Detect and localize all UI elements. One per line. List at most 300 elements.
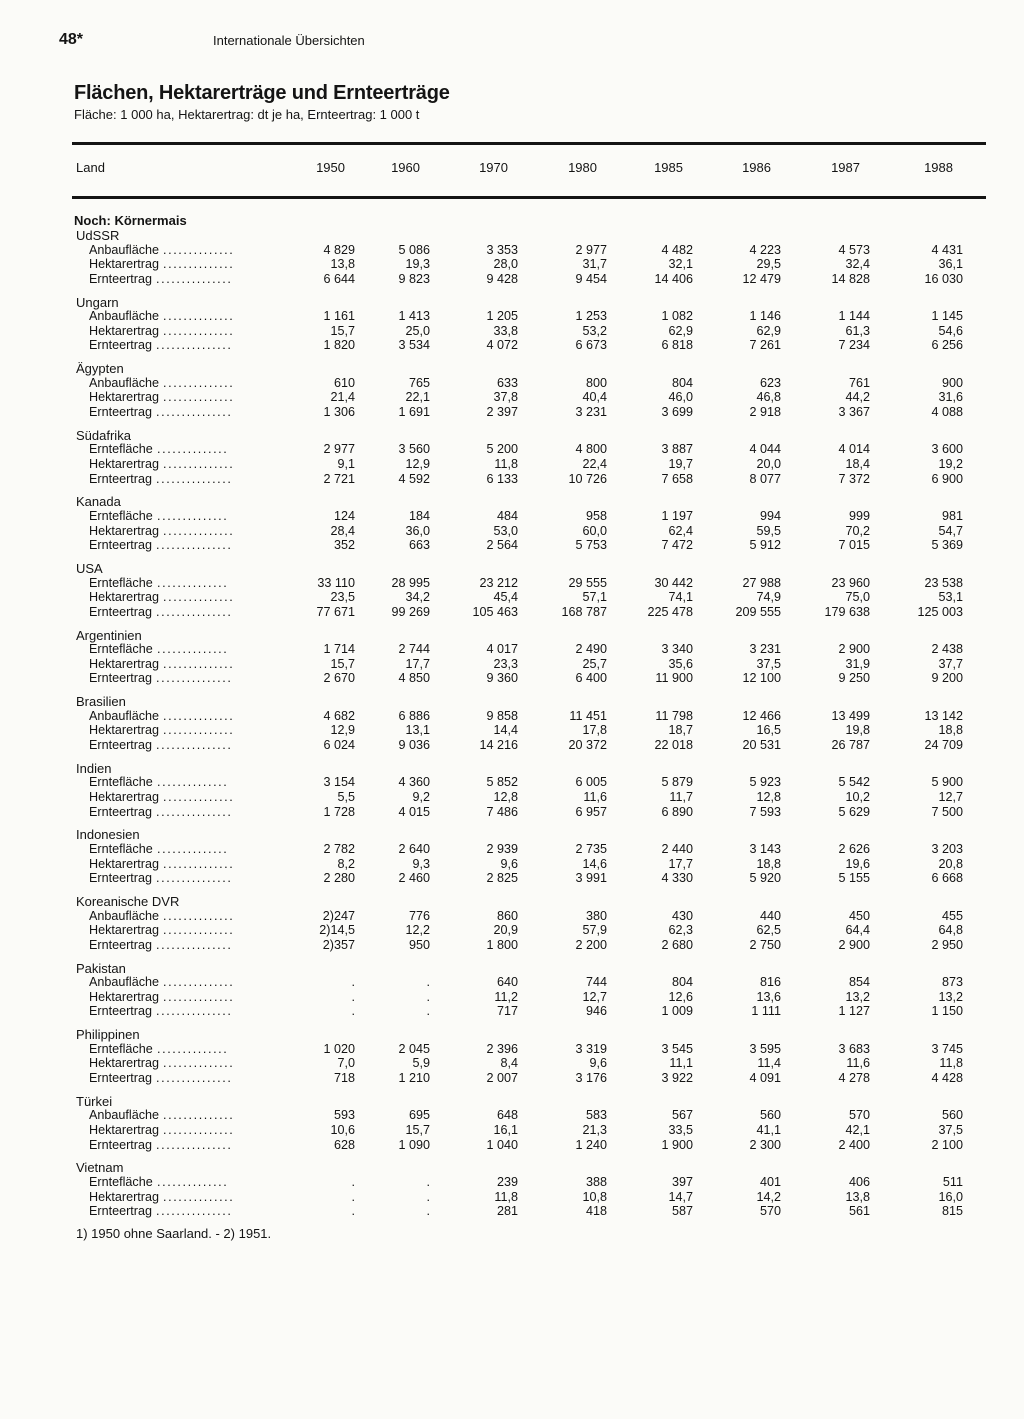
table-row: [0, 590, 1024, 604]
table-cell: 34,2: [405, 590, 430, 605]
table-row: [0, 657, 1024, 671]
country-name: Kanada: [76, 494, 121, 510]
table-cell: 6 400: [575, 671, 607, 686]
table-cell: 3 231: [749, 642, 781, 657]
header-year: 1987: [831, 160, 860, 175]
table-cell: 46,8: [756, 390, 781, 405]
table-cell: 12 479: [742, 271, 781, 286]
table-row: [0, 1123, 1024, 1137]
table-cell: 3 176: [575, 1071, 607, 1085]
table-cell: 37,8: [493, 390, 518, 405]
table-cell: 45,4: [493, 590, 518, 605]
table-cell: 4 428: [931, 1071, 963, 1085]
leader-dots: ..............: [163, 323, 235, 338]
table-cell: 6 900: [931, 471, 963, 486]
table-cell: 32,4: [845, 257, 870, 272]
table-cell: .: [351, 1189, 355, 1204]
leader-dots: ...............: [156, 1137, 233, 1152]
table-cell: 281: [496, 1204, 518, 1219]
table-cell: .: [351, 1204, 355, 1219]
table-cell: 9,3: [412, 856, 430, 871]
country-name: Indien: [76, 760, 112, 776]
table-cell: 2 825: [486, 871, 518, 886]
table-cell: 18,8: [938, 723, 963, 738]
table-cell: 1 144: [838, 309, 870, 324]
row-label: Ernteertrag: [89, 804, 152, 819]
table-cell: 6 668: [931, 871, 963, 886]
header-year: 1960: [391, 160, 420, 175]
table-cell: 583: [585, 1108, 607, 1123]
table-row: [0, 309, 1024, 323]
table-cell: 29 555: [568, 575, 607, 590]
table-row: [0, 538, 1024, 552]
table-cell: 7,0: [337, 1056, 355, 1071]
table-cell: 5,9: [412, 1056, 430, 1071]
table-cell: 12 100: [742, 671, 781, 686]
table-cell: 13,8: [330, 257, 355, 272]
row-label: Anbaufläche: [89, 708, 160, 723]
table-row: [0, 871, 1024, 885]
leader-dots: ...............: [156, 338, 233, 353]
running-head: Internationale Übersichten: [213, 33, 365, 48]
row-label: Hektarertrag: [89, 790, 159, 804]
table-cell: 14 406: [654, 271, 693, 286]
table-cell: 1 205: [486, 309, 518, 324]
leader-dots: ...............: [156, 604, 233, 619]
footnote: 1) 1950 ohne Saarland. - 2) 1951.: [76, 1226, 272, 1241]
leader-dots: ..............: [163, 390, 235, 405]
table-cell: 9 823: [398, 271, 430, 286]
leader-dots: ..............: [163, 975, 235, 990]
leader-dots: ...............: [156, 937, 233, 952]
leader-dots: ...............: [156, 271, 233, 286]
row-label: Erntefläche: [89, 1041, 153, 1056]
table-cell: 21,3: [582, 1123, 607, 1137]
table-row: [0, 1071, 1024, 1085]
table-cell: 854: [848, 975, 870, 990]
table-cell: 4 278: [838, 1071, 870, 1085]
table-cell: 1 040: [486, 1137, 518, 1152]
table-cell: 804: [671, 375, 693, 390]
table-cell: 36,0: [405, 523, 430, 538]
section-label: Noch: Körnermais: [74, 213, 187, 228]
table-cell: 9 036: [398, 738, 430, 752]
table-row: [0, 457, 1024, 471]
table-cell: 25,0: [405, 323, 430, 338]
table-cell: 406: [848, 1175, 870, 1189]
table-cell: 10,2: [845, 790, 870, 804]
table-cell: 946: [585, 1004, 607, 1019]
table-cell: 75,0: [845, 590, 870, 605]
table-cell: 19,3: [405, 257, 430, 272]
table-cell: 3 143: [749, 842, 781, 856]
table-row: [0, 472, 1024, 486]
country-name: Türkei: [76, 1093, 113, 1109]
table-cell: 8 077: [749, 471, 781, 486]
table-cell: 4 015: [398, 804, 430, 819]
table-row: [0, 272, 1024, 286]
leader-dots: ..............: [163, 1123, 235, 1137]
table-cell: 11,7: [669, 790, 693, 804]
leader-dots: ..............: [163, 923, 235, 938]
table-cell: 23,3: [493, 656, 518, 671]
table-cell: 958: [585, 509, 607, 523]
row-label: Hektarertrag: [89, 1056, 159, 1071]
table-cell: 1 145: [931, 309, 963, 324]
table-cell: 3 534: [398, 338, 430, 353]
table-row: [0, 975, 1024, 989]
table-cell: 64,4: [845, 923, 870, 938]
table-cell: 23,5: [330, 590, 355, 605]
table-cell: 455: [941, 908, 963, 923]
table-cell: 623: [759, 375, 781, 390]
table-cell: 17,8: [582, 723, 607, 738]
table-cell: 5 920: [749, 871, 781, 886]
table-cell: 4 360: [398, 775, 430, 790]
table-row: [0, 805, 1024, 819]
leader-dots: ..............: [163, 1056, 235, 1071]
table-cell: 6 133: [486, 471, 518, 486]
row-label: Ernteertrag: [89, 1071, 152, 1085]
table-cell: 31,6: [938, 390, 963, 405]
row-label: Hektarertrag: [89, 923, 159, 938]
row-label: Anbaufläche: [89, 1108, 160, 1123]
table-cell: 380: [585, 908, 607, 923]
table-cell: 7 500: [931, 804, 963, 819]
table-cell: 11,8: [939, 1056, 963, 1071]
row-label: Erntefläche: [89, 1175, 153, 1189]
table-cell: 60,0: [582, 523, 607, 538]
table-cell: 418: [585, 1204, 607, 1219]
table-cell: 239: [496, 1175, 518, 1189]
table-cell: 19,7: [668, 457, 693, 471]
leader-dots: ..............: [163, 989, 235, 1004]
table-cell: 13,1: [405, 723, 430, 738]
table-cell: 4 091: [749, 1071, 781, 1085]
table-cell: 22,4: [582, 457, 607, 471]
table-cell: 2)14,5: [319, 923, 355, 938]
header-year: 1985: [654, 160, 683, 175]
table-cell: 1 728: [323, 804, 355, 819]
table-cell: 13 499: [831, 708, 870, 723]
table-cell: 168 787: [561, 604, 607, 619]
table-cell: 981: [941, 509, 963, 523]
table-cell: 14,7: [668, 1189, 693, 1204]
table-cell: 53,2: [582, 323, 607, 338]
row-label: Hektarertrag: [89, 523, 159, 538]
table-cell: 31,7: [582, 257, 607, 272]
table-cell: 13,2: [938, 989, 963, 1004]
table-cell: 873: [941, 975, 963, 990]
table-cell: 1 161: [323, 309, 355, 324]
table-cell: 23 960: [831, 575, 870, 590]
table-cell: 7 486: [486, 804, 518, 819]
table-cell: 17,7: [668, 856, 693, 871]
table-row: [0, 790, 1024, 804]
leader-dots: ..............: [163, 257, 235, 272]
table-cell: 900: [941, 375, 963, 390]
header-land: Land: [76, 160, 105, 175]
table-cell: 2)247: [322, 908, 355, 923]
table-cell: 3 353: [486, 242, 518, 257]
table-row: [0, 376, 1024, 390]
table-cell: 13 142: [924, 708, 963, 723]
table-cell: 1 127: [838, 1004, 870, 1019]
table-cell: 14,4: [493, 723, 518, 738]
country-name: Koreanische DVR: [76, 894, 180, 909]
table-cell: 718: [333, 1071, 355, 1085]
table-cell: 2 977: [575, 242, 607, 257]
leader-dots: ..............: [163, 590, 235, 605]
leader-dots: ..............: [163, 908, 235, 923]
row-label: Hektarertrag: [89, 989, 159, 1004]
table-cell: 19,8: [845, 723, 870, 738]
leader-dots: ..............: [163, 656, 235, 671]
row-label: Hektarertrag: [89, 856, 159, 871]
row-label: Ernteertrag: [89, 1004, 152, 1019]
row-label: Ernteertrag: [89, 1204, 152, 1219]
table-cell: 1 197: [661, 509, 693, 523]
table-cell: 14 216: [479, 738, 518, 752]
table-cell: 352: [333, 538, 355, 553]
table-cell: 2 680: [661, 937, 693, 952]
country-name: Ägypten: [76, 361, 124, 377]
leader-dots: ...............: [156, 1004, 233, 1019]
table-cell: 30 442: [654, 575, 693, 590]
table-cell: 4 330: [661, 871, 693, 886]
table-cell: 61,3: [845, 323, 870, 338]
table-cell: 10,6: [330, 1123, 355, 1137]
table-cell: 5 879: [661, 775, 693, 790]
table-cell: .: [426, 989, 430, 1004]
table-cell: 14,6: [582, 856, 607, 871]
table-cell: 2 100: [931, 1137, 963, 1152]
table-cell: 124: [333, 509, 355, 523]
table-cell: 800: [585, 375, 607, 390]
row-label: Ernteertrag: [89, 604, 152, 619]
table-cell: 3 745: [931, 1041, 963, 1056]
table-cell: 4 431: [931, 242, 963, 257]
table-cell: 717: [496, 1004, 518, 1019]
table-cell: 4 592: [398, 471, 430, 486]
table-cell: 2 721: [323, 471, 355, 486]
table-cell: 5 542: [838, 775, 870, 790]
table-cell: 2 564: [486, 538, 518, 553]
row-label: Hektarertrag: [89, 257, 159, 272]
table-cell: 2 438: [931, 642, 963, 657]
table-cell: 179 638: [824, 604, 870, 619]
leader-dots: ...............: [156, 738, 233, 752]
table-cell: 6 024: [323, 738, 355, 752]
table-cell: 2 045: [398, 1041, 430, 1056]
table-cell: 3 699: [661, 405, 693, 419]
table-cell: 593: [333, 1108, 355, 1123]
table-cell: 105 463: [472, 604, 518, 619]
row-label: Anbaufläche: [89, 375, 160, 390]
table-cell: 22 018: [654, 738, 693, 752]
table-row: [0, 576, 1024, 590]
table-cell: 2 750: [749, 937, 781, 952]
table-cell: 62,4: [668, 523, 693, 538]
table-cell: 37,5: [756, 656, 781, 671]
table-cell: 3 231: [575, 405, 607, 419]
leader-dots: ...............: [156, 804, 233, 819]
table-row: [0, 1175, 1024, 1189]
table-cell: 11,2: [494, 989, 518, 1004]
table-cell: 12,7: [938, 790, 963, 804]
row-label: Ernteertrag: [89, 538, 152, 553]
leader-dots: ..............: [163, 723, 235, 738]
table-cell: 25,7: [582, 656, 607, 671]
header-year: 1986: [742, 160, 771, 175]
table-cell: 14,2: [756, 1189, 781, 1204]
row-label: Ernteertrag: [89, 405, 152, 419]
table-row: [0, 524, 1024, 538]
table-cell: 776: [408, 908, 430, 923]
table-cell: 9,1: [337, 457, 355, 471]
table-cell: 1 691: [398, 405, 430, 419]
table-cell: 994: [759, 509, 781, 523]
table-cell: 11,8: [494, 1189, 518, 1204]
table-cell: 2 460: [398, 871, 430, 886]
table-cell: 4 682: [323, 708, 355, 723]
table-cell: 6 886: [398, 708, 430, 723]
table-cell: 16,0: [938, 1189, 963, 1204]
table-row: [0, 509, 1024, 523]
table-cell: 1 820: [323, 338, 355, 353]
header-year: 1980: [568, 160, 597, 175]
table-cell: 21,4: [330, 390, 355, 405]
header-year: 1950: [316, 160, 345, 175]
table-cell: 2 782: [323, 842, 355, 856]
table-cell: 28,4: [330, 523, 355, 538]
table-cell: 2 950: [931, 937, 963, 952]
table-cell: 2 200: [575, 937, 607, 952]
table-cell: 10,8: [582, 1189, 607, 1204]
table-cell: 397: [671, 1175, 693, 1189]
country-name: Pakistan: [76, 960, 126, 976]
table-cell: 628: [333, 1137, 355, 1152]
row-label: Hektarertrag: [89, 1189, 159, 1204]
table-cell: 12,6: [668, 989, 693, 1004]
table-cell: 62,3: [668, 923, 693, 938]
top-rule: [72, 142, 986, 145]
table-cell: 12,9: [330, 723, 355, 738]
table-cell: 3 560: [398, 442, 430, 457]
table-header: [0, 160, 1024, 178]
leader-dots: ..............: [157, 775, 229, 790]
leader-dots: ..............: [163, 1108, 235, 1123]
table-cell: .: [426, 975, 430, 990]
table-cell: 401: [759, 1175, 781, 1189]
table-cell: 53,0: [493, 523, 518, 538]
row-label: Ernteertrag: [89, 738, 152, 752]
row-label: Erntefläche: [89, 842, 153, 856]
leader-dots: ...............: [156, 405, 233, 419]
page-title: Flächen, Hektarerträge und Ernteerträge: [74, 82, 450, 104]
table-cell: 8,4: [500, 1056, 518, 1071]
table-row: [0, 605, 1024, 619]
table-cell: 4 850: [398, 671, 430, 686]
table-cell: 19,2: [938, 457, 963, 471]
table-cell: 57,9: [582, 923, 607, 938]
leader-dots: ..............: [163, 309, 235, 324]
leader-dots: ..............: [157, 1041, 229, 1056]
leader-dots: ..............: [157, 575, 229, 590]
table-row: [0, 990, 1024, 1004]
table-cell: 74,9: [756, 590, 781, 605]
table-cell: 18,7: [668, 723, 693, 738]
table-cell: 23 538: [924, 575, 963, 590]
table-cell: 5 912: [749, 538, 781, 553]
leader-dots: ..............: [163, 523, 235, 538]
table-cell: 860: [496, 908, 518, 923]
table-cell: 1 020: [323, 1041, 355, 1056]
table-cell: 2 744: [398, 642, 430, 657]
table-cell: 1 009: [661, 1004, 693, 1019]
table-cell: 12,8: [756, 790, 781, 804]
table-cell: 695: [408, 1108, 430, 1123]
table-cell: 2 440: [661, 842, 693, 856]
table-cell: 2 900: [838, 937, 870, 952]
table-cell: 33,8: [493, 323, 518, 338]
table-cell: 2 400: [838, 1137, 870, 1152]
table-cell: 2 300: [749, 1137, 781, 1152]
table-row: [0, 1138, 1024, 1152]
table-cell: 5 900: [931, 775, 963, 790]
units-note: Fläche: 1 000 ha, Hektarertrag: dt je ha, Ernteertrag: 1 000 t: [74, 107, 420, 122]
table-cell: .: [351, 1004, 355, 1019]
table-cell: 13,8: [845, 1189, 870, 1204]
table-cell: 4 573: [838, 242, 870, 257]
table-cell: 7 015: [838, 538, 870, 553]
table-cell: .: [351, 989, 355, 1004]
table-cell: 209 555: [735, 604, 781, 619]
country-name: Vietnam: [76, 1160, 124, 1176]
table-cell: 1 306: [323, 405, 355, 419]
table-cell: 2 280: [323, 871, 355, 886]
table-row: [0, 324, 1024, 338]
table-row: [0, 1042, 1024, 1056]
row-label: Erntefläche: [89, 775, 153, 790]
table-cell: 5 369: [931, 538, 963, 553]
table-cell: 1 210: [398, 1071, 430, 1085]
table-cell: 7 261: [749, 338, 781, 353]
table-cell: 125 003: [917, 604, 963, 619]
table-cell: 2 977: [323, 442, 355, 457]
table-cell: 44,2: [845, 390, 870, 405]
table-cell: 57,1: [582, 590, 607, 605]
table-row: [0, 405, 1024, 419]
table-cell: 9,6: [589, 1056, 607, 1071]
table-cell: 24 709: [924, 738, 963, 752]
table-cell: 560: [941, 1108, 963, 1123]
table-cell: 9,2: [412, 790, 430, 804]
table-cell: 6 818: [661, 338, 693, 353]
leader-dots: ..............: [163, 242, 235, 257]
table-cell: 20,8: [938, 856, 963, 871]
table-cell: 5 753: [575, 538, 607, 553]
row-label: Erntefläche: [89, 509, 153, 523]
country-name: Indonesien: [76, 827, 140, 843]
table-cell: 560: [759, 1108, 781, 1123]
row-label: Anbaufläche: [89, 309, 160, 324]
leader-dots: ...............: [156, 1204, 233, 1219]
table-cell: 3 683: [838, 1041, 870, 1056]
table-cell: 26 787: [831, 738, 870, 752]
table-row: [0, 1056, 1024, 1070]
table-cell: 663: [408, 538, 430, 553]
